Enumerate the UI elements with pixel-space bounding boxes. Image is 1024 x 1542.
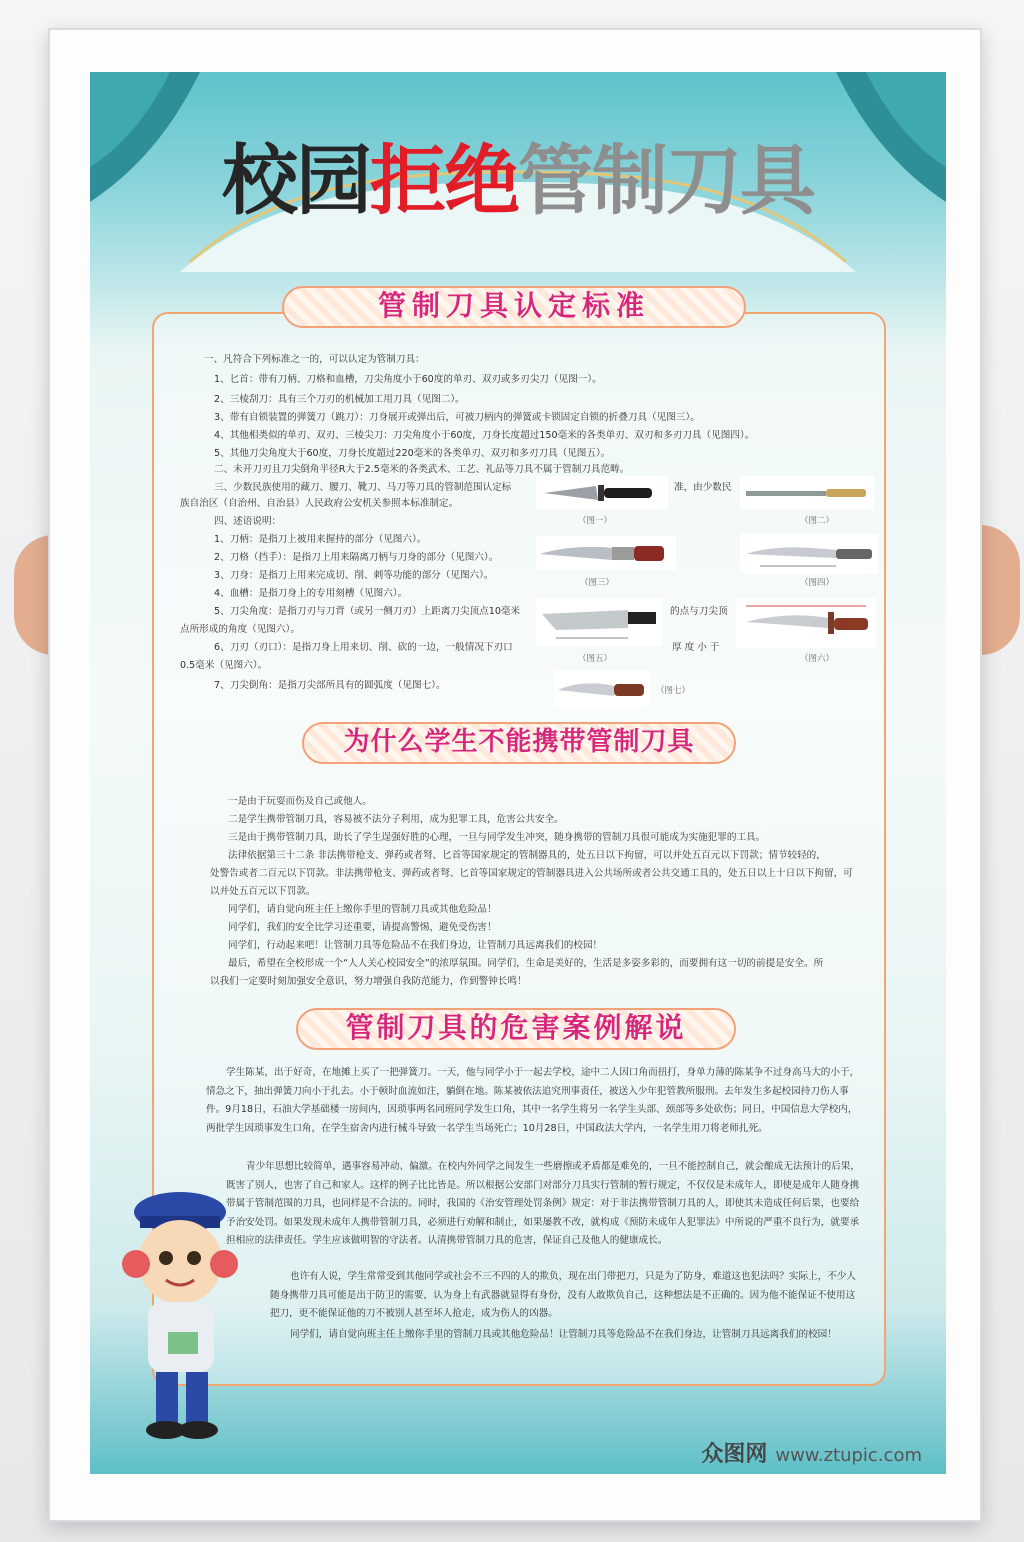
std-line: 准，由少数民 [674,482,732,493]
why-line: 二是学生携带管制刀具，容易被不法分子利用，成为犯罪工具，危害公共安全。 [228,814,564,825]
std-line: 点所形成的角度（见图六）。 [180,624,300,635]
knife-figure-1 [536,476,668,510]
std-line: 族自治区（自治州、自治县）人民政府公安机关参照本标准制定。 [180,498,459,509]
badge-cases: 管制刀具的危害案例解说 [296,1008,736,1050]
std-line: 1、刀柄：是指刀上被用来握持的部分（见图六）。 [214,534,427,545]
badge-why: 为什么学生不能携带管制刀具 [302,722,736,764]
knife-figure-6 [736,598,876,648]
caption-fig3: （图三） [580,578,615,588]
std-line: 三、少数民族使用的藏刀、腰刀、靴刀、马刀等刀具的管制范围认定标 [214,482,512,493]
caption-fig7: （图七） [656,686,691,696]
why-line: 以我们一定要时刻加强安全意识，努力增强自我防范能力，作到警钟长鸣！ [210,976,527,987]
std-line: 1、匕首：带有刀柄、刀格和血槽，刀尖角度小于60度的单刃、双刃或多刃尖刀（见图一）。 [214,374,602,385]
knife-figure-5 [536,598,662,646]
watermark [701,1437,922,1468]
badge-standards: 管制刀具认定标准 [282,286,746,328]
title-part-refuse: 拒绝 [370,136,518,225]
std-line: 3、带有自锁装置的弹簧刀（跳刀）：刀身展开或弹出后，可被刀柄内的弹簧或卡锁固定自锁的折叠刀具（见图三）。 [214,412,700,423]
watermark-url: www.ztupic.com [775,1445,922,1466]
knife-figure-2 [740,476,874,510]
std-line: 0.5毫米（见图六）。 [180,660,268,671]
std-line: 4、血槽：是指刀身上的专用刻槽（见图六）。 [214,588,408,599]
why-line: 法律依据第三十二条 非法携带枪支、弹药或者弩、匕首等国家规定的管制器具的，处五日以下拘留，可以并处五百元以下罚款；情节较轻的， [228,850,826,861]
std-line: 3、刀身：是指刀上用来完成切、削、刺等功能的部分（见图六）。 [214,570,494,581]
why-line: 同学们，行动起来吧！让管制刀具等危险品不在我们身边，让管制刀具远离我们的校园！ [228,940,603,951]
why-line: 处警告或者二百元以下罚款。非法携带枪支、弹药或者弩、匕首等国家规定的管制器具进入公共场所或者公共交通工具的，处五日以上十日以下拘留，可 [210,868,853,879]
why-line: 三是由于携带管制刀具，助长了学生逞强好胜的心理，一旦与同学发生冲突，随身携带的管制刀具很可能成为实施犯罪的工具。 [228,832,766,843]
why-line: 以并处五百元以下罚款。 [210,886,316,897]
title-part-school: 校园 [222,136,370,225]
std-line: 四、述语说明： [214,516,282,527]
caption-fig5: （图五） [578,654,613,664]
std-line: 厚 度 小 于 [672,642,720,653]
std-line: 一、凡符合下列标准之一的，可以认定为管制刀具： [204,354,425,365]
std-line: 二、未开刀刃且刀尖倒角半径R大于2.5毫米的各类武术、工艺、礼品等刀具不属于管制刀具范畴。 [214,464,630,475]
case-paragraph-1: 学生陈某，出于好奇，在地摊上买了一把弹簧刀。一天，他与同学小于一起去学校，途中二人因口角而扭打，身单力薄的陈某争不过身高马大的小于，情急之下，抽出弹簧刀向小于扎去。小于顿时血流如注，躺倒在地。陈某被依法追究刑事责任，被送入少年犯管教所服刑。去年发生多起校园持刀伤人事件。9月18日，石油大学基础楼一房间内，因琐事两名同班同学发生口角，其中一名学生将另一名学生头部、颈部等多处砍伤；同日，中国信息大学校内，两批学生因琐事发生口角，在学生宿舍内进行械斗导致一名学生当场死亡；10月28日，中国政法大学内，一名学生用刀将老师扎死。 [206,1067,860,1134]
std-line: 5、刀尖角度：是指刀刃与刀背（或另一侧刀刃）上距离刀尖顶点10毫米 [214,606,521,617]
caption-fig4: （图四） [800,578,835,588]
std-line: 6、刀刃（刃口）：是指刀身上用来切、削、砍的一边，一般情况下刃口 [214,642,513,653]
knife-figure-7 [554,670,650,708]
caption-fig2: （图二） [800,516,835,526]
why-line: 同学们，我们的安全比学习还重要，请提高警惕，避免受伤害！ [228,922,497,933]
case-paragraph-3: 也许有人说，学生常常受到其他同学或社会不三不四的人的欺负，现在出门带把刀，只是为了防身，难道这也犯法吗？实际上，不少人随身携带刀具可能是出于防卫的需要，认为身上有武器就显得有身份，没有人敢欺负自己，这种想法是不正确的。因为他不能保证不使用这把刀，更不能保证他的刀不被别人甚至坏人抢走，成为伤人的凶器。 [270,1271,857,1319]
std-line: 的点与刀尖顶 [670,606,728,617]
caption-fig6: （图六） [800,654,835,664]
watermark-brand: 众图网 [701,1442,768,1467]
why-line: 同学们，请自觉向班主任上缴你手里的管制刀具或其他危险品！ [228,904,497,915]
police-mascot [110,1192,260,1452]
caption-fig1: （图一） [578,516,613,526]
std-line: 4、其他相类似的单刃、双刃、三棱尖刀：刀尖角度小于60度，刀身长度超过150毫米的各类单刃、双刃和多刃刀具（见图四）。 [214,430,755,441]
knife-figure-4 [740,534,878,574]
std-line: 2、刀格（挡手）：是指刀上用来隔离刀柄与刀身的部分（见图六）。 [214,552,499,563]
std-line: 7、刀尖倒角：是指刀尖部所具有的圆弧度（见图七）。 [214,680,446,691]
poster [90,72,946,1474]
why-line: 一是由于玩耍而伤及自己或他人。 [228,796,372,807]
case-paragraph-4: 同学们，请自觉向班主任上缴你手里的管制刀具或其他危险品！让管制刀具等危险品不在我们身边，让管制刀具远离我们的校园！ [290,1329,837,1340]
std-line: 2、三棱刮刀：具有三个刀刃的机械加工用刀具（见图二）。 [214,394,465,405]
page-title [90,120,946,229]
std-line: 5、其他刀尖角度大于60度，刀身长度超过220毫米的各类单刃、双刃和多刃刀具（见图五）。 [214,448,611,459]
why-line: 最后，希望在全校形成一个“人人关心校园安全”的浓厚氛围。同学们，生命是美好的，生活是多姿多彩的，而要拥有这一切的前提是安全。所 [228,958,824,969]
knife-figure-3 [536,536,676,570]
title-part-knives: 管制刀具 [518,136,814,225]
case-paragraph-2: 青少年思想比较简单，遇事容易冲动、偏激。在校内外同学之间发生一些磨擦或矛盾都是难免的，一旦不能控制自己，就会酿成无法预计的后果，既害了别人，也害了自己和家人。这样的例子比比皆是。所以根据公安部门对部分刀具实行管制的暂行规定，不仅仅是未成年人，即使是成年人随身携带属于管制范围的刀具，也同样是不合法的。同时，我国的《治安管理处罚条例》规定：对于非法携带管制刀具的人，即使其未造成任何后果，也要给予治安处罚。如果发现未成年人携带管制刀具，必须进行劝解和制止，如果屡教不改，就构成《预防未成年人犯罪法》中所说的严重不良行为，就要承担相应的法律责任。学生应该做明智的守法者。认清携带管制刀具的危害，保证自己及他人的健康成长。 [226,1161,860,1246]
